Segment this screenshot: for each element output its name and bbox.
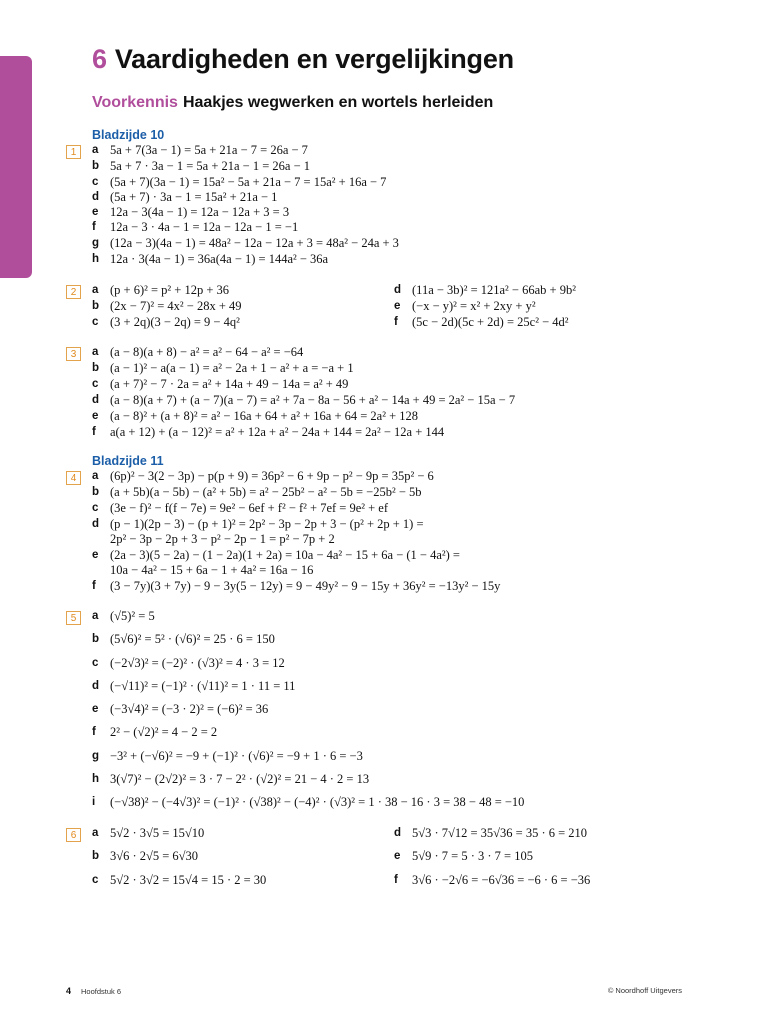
item-text: 5√3 · 7√12 = 35√36 = 35 · 6 = 210 xyxy=(412,826,588,840)
item-label: c xyxy=(92,657,99,669)
item-text: 3√6 · 2√5 = 6√30 xyxy=(110,849,199,863)
item-text: (p − 1)(2p − 3) − (p + 1)² = 2p² − 3p − 2p + 3 − (p² + 2p + 1) = xyxy=(110,517,424,531)
item-label: b xyxy=(92,300,100,312)
page-ref-10: Bladzijde 10 xyxy=(92,128,165,142)
item-label: b xyxy=(92,160,100,172)
item-label: f xyxy=(394,316,398,328)
item-text: (5c − 2d)(5c + 2d) = 25c² − 4d² xyxy=(412,315,569,329)
item-label: b xyxy=(92,850,100,862)
item-text: 12a − 3(4a − 1) = 12a − 12a + 3 = 3 xyxy=(110,205,290,219)
item-text: a(a + 12) + (a − 12)² = a² + 12a + a² − 24a + 144 = 2a² − 12a + 144 xyxy=(110,425,445,439)
question-number-3: 3 xyxy=(66,347,81,361)
item-label: g xyxy=(92,750,100,762)
item-label: f xyxy=(92,726,96,738)
item-text: (6p)² − 3(2 − 3p) − p(p + 9) = 36p² − 6 + 9p − p² − 9p = 35p² − 6 xyxy=(110,469,434,483)
item-label: b xyxy=(92,486,100,498)
item-text: (a + 5b)(a − 5b) − (a² + 5b) = a² − 25b² − a² − 5b = −25b² − 5b xyxy=(110,485,422,499)
item-text-continued: 2p² − 3p − 2p + 3 − p² − 2p − 1 = p² − 7p + 2 xyxy=(110,532,335,546)
item-label: b xyxy=(92,633,100,645)
item-label: i xyxy=(92,796,96,808)
item-text: (−x − y)² = x² + 2xy + y² xyxy=(412,299,536,313)
chapter-title xyxy=(92,44,514,75)
item-label: f xyxy=(92,426,96,438)
item-text: (a − 8)(a + 7) + (a − 7)(a − 7) = a² + 7a − 8a − 56 + a² − 14a + 49 = 2a² − 15a − 7 xyxy=(110,393,516,407)
item-text: (a − 1)² − a(a − 1) = a² − 2a + 1 − a² + a = −a + 1 xyxy=(110,361,354,375)
item-label: d xyxy=(92,191,100,203)
page-number: 4 xyxy=(66,986,72,996)
item-label: e xyxy=(92,703,99,715)
item-label: a xyxy=(92,284,99,296)
item-label: f xyxy=(92,580,96,592)
item-label: c xyxy=(92,874,99,886)
item-text: (a − 8)² + (a + 8)² = a² − 16a + 64 + a² + 16a + 64 = 2a² + 128 xyxy=(110,409,419,423)
item-text: (5√6)² = 5² · (√6)² = 25 · 6 = 150 xyxy=(110,632,275,646)
footer-chapter-label: Hoofdstuk 6 xyxy=(81,987,122,996)
item-text: 5√2 · 3√5 = 15√10 xyxy=(110,826,205,840)
item-text: 5√9 · 7 = 5 · 3 · 7 = 105 xyxy=(412,849,533,863)
item-label: g xyxy=(92,237,100,249)
item-text: (a + 7)² − 7 · 2a = a² + 14a + 49 − 14a = a² + 49 xyxy=(110,377,349,391)
item-label: c xyxy=(92,378,99,390)
question-number-2: 2 xyxy=(66,285,81,299)
item-label: d xyxy=(92,680,100,692)
item-text: (2x − 7)² = 4x² − 28x + 49 xyxy=(110,299,242,313)
item-text: 5a + 7(3a − 1) = 5a + 21a − 7 = 26a − 7 xyxy=(110,143,308,157)
section-title xyxy=(92,94,493,112)
item-label: h xyxy=(92,253,100,265)
item-label: a xyxy=(92,144,99,156)
page-footer-left xyxy=(66,986,121,996)
footer-publisher: © Noordhoff Uitgevers xyxy=(607,986,682,995)
item-label: d xyxy=(394,284,402,296)
item-text: (11a − 3b)² = 121a² − 66ab + 9b² xyxy=(412,283,576,297)
item-text: (−2√3)² = (−2)² · (√3)² = 4 · 3 = 12 xyxy=(110,656,285,670)
item-text-continued: 10a − 4a² − 15 + 6a − 1 + 4a² = 16a − 16 xyxy=(110,563,314,577)
item-label: e xyxy=(394,850,401,862)
item-text: 2² − (√2)² = 4 − 2 = 2 xyxy=(110,725,218,739)
item-text: 5a + 7 · 3a − 1 = 5a + 21a − 1 = 26a − 1 xyxy=(110,159,310,173)
item-text: 5√2 · 3√2 = 15√4 = 15 · 2 = 30 xyxy=(110,873,267,887)
item-label: a xyxy=(92,827,99,839)
item-text: (−√38)² − (−4√3)² = (−1)² · (√38)² − (−4)² · (√3)² = 1 · 38 − 16 · 3 = 38 − 48 = −10 xyxy=(110,795,525,809)
item-text: (3e − f)² − f(f − 7e) = 9e² − 6ef + f² − f² + 7ef = 9e² + ef xyxy=(110,501,389,515)
item-label: f xyxy=(394,874,398,886)
item-label: e xyxy=(92,549,99,561)
question-number-4: 4 xyxy=(66,471,81,485)
chapter-side-tab xyxy=(0,56,32,278)
item-label: h xyxy=(92,773,100,785)
question-number-5: 5 xyxy=(66,611,81,625)
item-label: d xyxy=(92,518,100,530)
item-text: (a − 8)(a + 8) − a² = a² − 64 − a² = −64 xyxy=(110,345,304,359)
item-label: b xyxy=(92,362,100,374)
item-text: 3√6 · −2√6 = −6√36 = −6 · 6 = −36 xyxy=(412,873,591,887)
item-label: e xyxy=(394,300,401,312)
item-text: −3² + (−√6)² = −9 + (−1)² · (√6)² = −9 + 1 · 6 = −3 xyxy=(110,749,363,763)
question-number-6: 6 xyxy=(66,828,81,842)
item-label: d xyxy=(92,394,100,406)
question-number-1: 1 xyxy=(66,145,81,159)
page-ref-11: Bladzijde 11 xyxy=(92,454,164,468)
item-text: (√5)² = 5 xyxy=(110,609,155,623)
item-text: (12a − 3)(4a − 1) = 48a² − 12a − 12a + 3 = 48a² − 24a + 3 xyxy=(110,236,399,250)
chapter-title-text: Vaardigheden en vergelijkingen xyxy=(114,44,514,74)
item-label: c xyxy=(92,316,99,328)
item-label: d xyxy=(394,827,402,839)
item-label: a xyxy=(92,610,99,622)
item-label: e xyxy=(92,410,99,422)
item-label: a xyxy=(92,346,99,358)
section-prefix: Voorkennis xyxy=(92,94,178,111)
item-text: (−√11)² = (−1)² · (√11)² = 1 · 11 = 11 xyxy=(110,679,296,693)
chapter-number: 6 xyxy=(92,44,107,74)
item-text: (−3√4)² = (−3 · 2)² = (−6)² = 36 xyxy=(110,702,269,716)
item-text: (3 − 7y)(3 + 7y) − 9 − 3y(5 − 12y) = 9 − 49y² − 9 − 15y + 36y² = −13y² − 15y xyxy=(110,579,501,593)
section-title-text: Haakjes wegwerken en wortels herleiden xyxy=(182,94,494,111)
item-label: c xyxy=(92,502,99,514)
item-text: (p + 6)² = p² + 12p + 36 xyxy=(110,283,230,297)
item-text: 12a · 3(4a − 1) = 36a(4a − 1) = 144a² − 36a xyxy=(110,252,329,266)
item-label: c xyxy=(92,176,99,188)
item-label: e xyxy=(92,206,99,218)
item-text: (5a + 7)(3a − 1) = 15a² − 5a + 21a − 7 = 15a² + 16a − 7 xyxy=(110,175,387,189)
item-text: 3(√7)² − (2√2)² = 3 · 7 − 2² · (√2)² = 21 − 4 · 2 = 13 xyxy=(110,772,370,786)
item-label: a xyxy=(92,470,99,482)
item-text: (5a + 7) · 3a − 1 = 15a² + 21a − 1 xyxy=(110,190,278,204)
item-label: f xyxy=(92,221,96,233)
item-text: 12a − 3 · 4a − 1 = 12a − 12a − 1 = −1 xyxy=(110,220,299,234)
item-text: (2a − 3)(5 − 2a) − (1 − 2a)(1 + 2a) = 10a − 4a² − 15 + 6a − (1 − 4a²) = xyxy=(110,548,460,562)
item-text: (3 + 2q)(3 − 2q) = 9 − 4q² xyxy=(110,315,240,329)
